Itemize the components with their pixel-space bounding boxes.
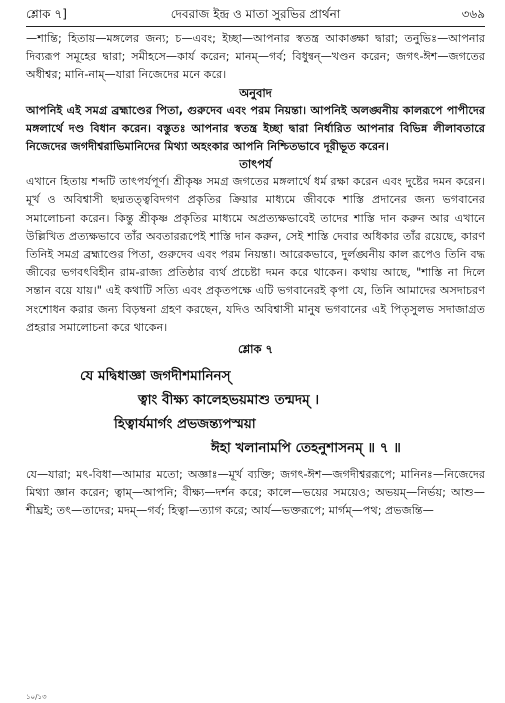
purport-heading: তাৎপর্য	[239, 157, 272, 172]
header-rule	[26, 26, 485, 27]
footer-signature: ১০/১৩	[26, 693, 47, 701]
page-body	[26, 30, 485, 521]
verse-line: হিত্বার্যমার্গং প্রভজন্ত্যপস্ময়া	[114, 416, 256, 433]
verse-line: যে মদ্বিধাজ্ঞা জগদীশমানিনস্	[80, 368, 231, 385]
page-number: ৩৬৯	[461, 7, 485, 21]
verse-line: ঈহা খলানামপি তেহনুশাসনম্ ॥ ৭ ॥	[211, 440, 401, 457]
translation-text: আপনিই এই সমগ্র ব্রহ্মাণ্ডের পিতা, গুরুদেব এবং পরম নিয়ন্তা। আপনিই অলঙ্ঘনীয় কালরূপে পাপীদের মঙ্গলার্থে দণ্ড বিধান করেন। বস্তুতঃ আপনার স্বতন্ত্র ইচ্ছা দ্বারা নির্ধারিত আপনার বিভিন্ন লীলাবতারে নিজেদের জগদীশ্বরাভিমানিদের মিথ্যা অহংকার আপনি নিশ্চিতভাবে দূরীভূত করেন।	[26, 103, 485, 154]
word-meanings-top: —শান্তি; হিতায়—মঙ্গলের জন্য; চ—এবং; ইচ্ছা—আপনার স্বতন্ত্র আকাঙ্ক্ষা দ্বারা; তনুভিঃ—আপনার দিব্যরূপ সমূহের দ্বারা; সমীহসে—কার্য করেন; মানম্—গর্ব; বিধুন্বন্—খণ্ডন করেন; জগৎ-ঈশ—জগতের অধীশ্বর; মানি-নাম্—যারা নিজেদের মনে করে।	[26, 32, 485, 82]
word-meanings-bottom: যে—যারা; মৎ-বিধা—আমার মতো; অজ্ঞাঃ—মূর্খ ব্যক্তি; জগৎ-ঈশ—জগদীশ্বররূপে; মানিনঃ—নিজেদের মিথ্যা জ্ঞান করেন; ত্বাম্—আপনি; বীক্ষ্য—দর্শন করে; কালে—ভয়ের সময়েও; অভয়ম্—নির্ভয়; আশু—শীঘ্রই; তৎ—তাদের; মদম্—গর্ব; হিত্বা—ত্যাগ করে; আর্য—ভক্তরূপে; মার্গম্—পথ; প্রভজন্তি—	[26, 468, 485, 518]
verse-heading: শ্লোক ৭	[237, 342, 274, 357]
header-chapter-title: দেবরাজ ইন্দ্র ও মাতা সুরভির প্রার্থনা	[170, 7, 341, 21]
verse-line: ত্বাং বীক্ষ্য কালেহভয়মাশু তন্মদম্ ।	[138, 392, 320, 409]
verse-block	[26, 364, 485, 460]
header-verse-ref: শ্লোক ৭]	[26, 7, 67, 21]
translation-heading: অনুবাদ	[239, 85, 272, 100]
purport-text: এখানে হিতায় শব্দটি তাৎপর্যপূর্ণ। শ্রীকৃষ্ণ সমগ্র জগতের মঙ্গলার্থে ধর্ম রক্ষা করেন এবং দুষ্টের দমন করেন। মূর্খ ও অবিশ্বাসী ছদ্মতত্ত্ববিদগণ প্রকৃতির ক্রিয়ার মাধ্যমে জীবকে শাস্তি প্রদানের জন্য ভগবানের সমালোচনা করেন। কিন্তু শ্রীকৃষ্ণ প্রকৃতির মাধ্যমে অপ্রত্যক্ষভাবেই তাদের শাস্তি দান করুন আর এখানে উল্লিখিত প্রত্যক্ষভাবে তাঁর অবতাররূপেই শাস্তি দান করুন, সেই শাস্তি দেবার অধিকার তাঁর রয়েছে, কারণ তিনিই সমগ্র ব্রহ্মাণ্ডের পিতা, গুরুদেব এবং পরম নিয়ন্তা। আরেকভাবে, দুর্লঙ্ঘনীয় কাল রূপেও তিনি বদ্ধ জীবের ভগবৎবিহীন রাম-রাজ্য প্রতিষ্ঠার ব্যর্থ প্রচেষ্টা দমন করে থাকেন। কথায় আছে, "শাস্তি না দিলে সন্তান বয়ে যায়।" এই কথাটি সত্যি এবং প্রকৃতপক্ষে এটি ভগবানেরই কৃপা যে, তিনি আমাদের অসদাচরণ সংশোধন করার জন্য বিড়ম্বনা গ্রহণ করছেন, যদিও অবিশ্বাসী মানুষ ভগবানের এই পিতৃসুলভ সদাজাগ্রত প্রহরার সমালোচনা করে থাকেন।	[26, 175, 485, 334]
running-header	[26, 6, 485, 24]
